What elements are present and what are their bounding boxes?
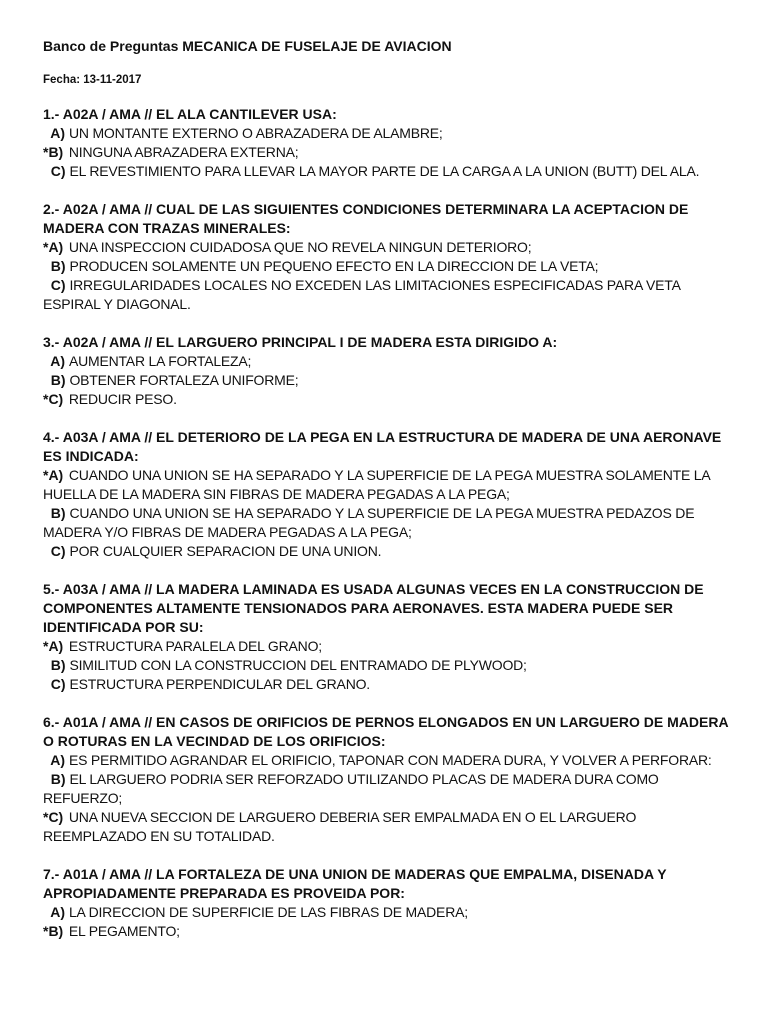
option-text: CUANDO UNA UNION SE HA SEPARADO Y LA SUPERFICIE DE LA PEGA MUESTRA SOLAMENTE LA HUELLA DE LA MADERA SIN FIBRAS DE MADERA PEGADAS A LA PEGA; [43, 467, 710, 502]
question-item [43, 713, 733, 846]
option-text: OBTENER FORTALEZA UNIFORME; [69, 372, 299, 388]
option-text: UN MONTANTE EXTERNO O ABRAZADERA DE ALAMBRE; [68, 125, 443, 141]
answer-option [43, 751, 733, 770]
question-item [43, 200, 733, 314]
option-letter: B) [43, 372, 66, 388]
option-text: REDUCIR PESO. [68, 391, 177, 407]
option-letter: A) [43, 752, 66, 768]
option-text: UNA INSPECCION CUIDADOSA QUE NO REVELA NINGUN DETERIORO; [68, 239, 532, 255]
option-letter: C) [43, 277, 66, 293]
answer-option [43, 276, 733, 314]
document-date: Fecha: 13-11-2017 [43, 74, 142, 86]
option-letter: *A) [43, 467, 64, 483]
option-text: EL REVESTIMIENTO PARA LLEVAR LA MAYOR PARTE DE LA CARGA A LA UNION (BUTT) DEL ALA. [69, 163, 700, 179]
option-letter: *A) [43, 239, 64, 255]
option-letter: *B) [43, 144, 64, 160]
answer-option [43, 371, 733, 390]
option-letter: B) [43, 771, 66, 787]
answer-option [43, 922, 733, 941]
option-text: PRODUCEN SOLAMENTE UN PEQUENO EFECTO EN LA DIRECCION DE LA VETA; [69, 258, 599, 274]
answer-option [43, 656, 733, 675]
question-heading: 4.- A03A / AMA // EL DETERIORO DE LA PEGA EN LA ESTRUCTURA DE MADERA DE UNA AERONAVE ES INDICADA: [43, 429, 722, 464]
question-item [43, 865, 733, 941]
answer-option [43, 124, 733, 143]
option-text: EL PEGAMENTO; [68, 923, 180, 939]
document-title: Banco de Preguntas MECANICA DE FUSELAJE DE AVIACION [43, 38, 452, 54]
option-letter: *C) [43, 809, 64, 825]
question-heading: 3.- A02A / AMA // EL LARGUERO PRINCIPAL I DE MADERA ESTA DIRIGIDO A: [43, 334, 558, 350]
option-text: AUMENTAR LA FORTALEZA; [68, 353, 252, 369]
option-text: NINGUNA ABRAZADERA EXTERNA; [68, 144, 299, 160]
option-text: UNA NUEVA SECCION DE LARGUERO DEBERIA SER EMPALMADA EN O EL LARGUERO REEMPLAZADO EN SU TOTALIDAD. [43, 809, 637, 844]
question-item [43, 105, 733, 181]
option-letter: A) [43, 353, 66, 369]
option-text: EL LARGUERO PODRIA SER REFORZADO UTILIZANDO PLACAS DE MADERA DURA COMO REFUERZO; [43, 771, 659, 806]
option-text: LA DIRECCION DE SUPERFICIE DE LAS FIBRAS DE MADERA; [68, 904, 468, 920]
answer-option [43, 162, 733, 181]
option-text: POR CUALQUIER SEPARACION DE UNA UNION. [69, 543, 382, 559]
option-text: ESTRUCTURA PARALELA DEL GRANO; [68, 638, 322, 654]
answer-option [43, 238, 733, 257]
answer-option [43, 770, 733, 808]
option-text: SIMILITUD CON LA CONSTRUCCION DEL ENTRAMADO DE PLYWOOD; [69, 657, 527, 673]
option-letter: C) [43, 676, 66, 692]
option-letter: C) [43, 543, 66, 559]
option-letter: *C) [43, 391, 64, 407]
answer-option [43, 637, 733, 656]
option-text: IRREGULARIDADES LOCALES NO EXCEDEN LAS LIMITACIONES ESPECIFICADAS PARA VETA ESPIRAL Y DIAGONAL. [43, 277, 680, 312]
option-letter: B) [43, 505, 66, 521]
option-letter: *A) [43, 638, 64, 654]
document-page [43, 36, 733, 960]
answer-option [43, 675, 733, 694]
answer-option [43, 504, 733, 542]
question-heading: 5.- A03A / AMA // LA MADERA LAMINADA ES USADA ALGUNAS VECES EN LA CONSTRUCCION DE COMPONENTES ALTAMENTE TENSIONADOS PARA AERONAVES. ESTA MADERA PUEDE SER IDENTIFICADA POR SU: [43, 581, 704, 635]
answer-option [43, 143, 733, 162]
option-text: CUANDO UNA UNION SE HA SEPARADO Y LA SUPERFICIE DE LA PEGA MUESTRA PEDAZOS DE MADERA Y/O FIBRAS DE MADERA PEGADAS A LA PEGA; [43, 505, 695, 540]
answer-option [43, 257, 733, 276]
question-heading: 7.- A01A / AMA // LA FORTALEZA DE UNA UNION DE MADERAS QUE EMPALMA, DISENADA Y APROPIADAMENTE PREPARADA ES PROVEIDA POR: [43, 866, 667, 901]
answer-option [43, 903, 733, 922]
question-item [43, 428, 733, 561]
question-item [43, 333, 733, 409]
option-letter: B) [43, 657, 66, 673]
option-letter: *B) [43, 923, 64, 939]
answer-option [43, 352, 733, 371]
option-letter: B) [43, 258, 66, 274]
question-heading: 2.- A02A / AMA // CUAL DE LAS SIGUIENTES CONDICIONES DETERMINARA LA ACEPTACION DE MADERA CON TRAZAS MINERALES: [43, 201, 689, 236]
answer-option [43, 390, 733, 409]
option-letter: A) [43, 904, 66, 920]
answer-option [43, 542, 733, 561]
option-letter: C) [43, 163, 66, 179]
answer-option [43, 808, 733, 846]
answer-option [43, 466, 733, 504]
question-heading: 6.- A01A / AMA // EN CASOS DE ORIFICIOS DE PERNOS ELONGADOS EN UN LARGUERO DE MADERA O ROTURAS EN LA VECINDAD DE LOS ORIFICIOS: [43, 714, 729, 749]
option-text: ES PERMITIDO AGRANDAR EL ORIFICIO, TAPONAR CON MADERA DURA, Y VOLVER A PERFORAR: [68, 752, 712, 768]
question-list [43, 105, 733, 941]
option-letter: A) [43, 125, 66, 141]
question-heading: 1.- A02A / AMA // EL ALA CANTILEVER USA: [43, 106, 337, 122]
question-item [43, 580, 733, 694]
option-text: ESTRUCTURA PERPENDICULAR DEL GRANO. [69, 676, 370, 692]
